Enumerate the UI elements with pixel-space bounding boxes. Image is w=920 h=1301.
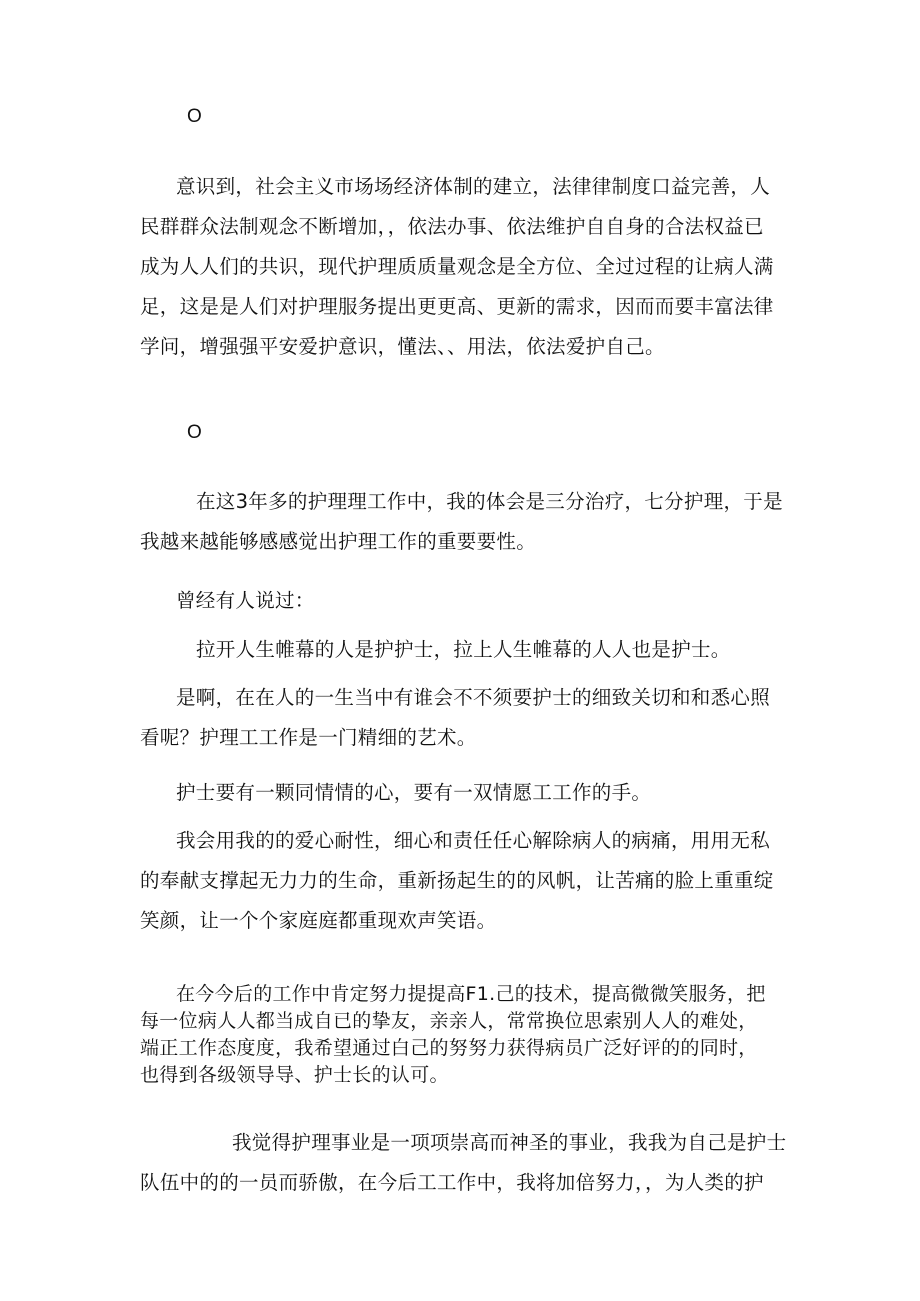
paragraph-7-line: 的奉献支撑起无力力的生命，重新扬起生的的风帆，让苦痛的脸上重重绽 bbox=[140, 869, 774, 892]
paragraph-8 bbox=[140, 981, 790, 1089]
paragraph-8-line: 每一位病人人都当成自已的挚友，亲亲人，常常换位思索别人人的难处， bbox=[140, 1010, 758, 1032]
paragraph-7 bbox=[140, 821, 790, 941]
paragraph-5-line: 是啊，在在人的一生当中有谁会不不须要护士的细致关切和和悉心照 bbox=[176, 686, 771, 709]
paragraph-6-line: 护士要有一颗同情情的心，要有一双情愿工工作的手。 bbox=[176, 781, 652, 804]
section-marker-2: O bbox=[187, 422, 202, 443]
paragraph-1-line: 意识到，社会主义市场场经济体制的建立，法律律制度口益完善，人 bbox=[176, 175, 771, 198]
paragraph-1-line: 足，这是是人们对护理服务提出更更高、更新的需求，因而而要丰富法律 bbox=[140, 295, 774, 318]
paragraph-5 bbox=[140, 678, 790, 758]
paragraph-8-line: 也得到各级领导导、护士长的认可。 bbox=[140, 1064, 449, 1086]
paragraph-8-line: 在今今后的工作中肯定努力提提高F1.己的技术，提高微微笑服务，把 bbox=[176, 983, 766, 1005]
paragraph-2-line: 在这3年多的护理理工作中，我的体会是三分治疗，七分护理，于是 bbox=[196, 490, 783, 513]
paragraph-9-line: 我觉得护理事业是一项项崇高而神圣的事业，我我为自己是护士 bbox=[232, 1131, 787, 1154]
paragraph-1-line: 成为人人们的共识，现代护理质质量观念是全方位、全过过程的让病人满 bbox=[140, 255, 774, 278]
paragraph-8-line: 端正工作态度度，我希望通过白己的努努力获得病员广泛好评的的同时， bbox=[140, 1037, 758, 1059]
section-marker-1: O bbox=[187, 106, 202, 127]
paragraph-9-line: 队伍中的的一员而骄傲，在今后工工作中，我将加倍努力，，为人类的护 bbox=[140, 1171, 764, 1194]
paragraph-7-line: 我会用我的的爱心耐性，细心和责任任心解除病人的病痛，用用无私 bbox=[176, 829, 771, 852]
paragraph-3-line: 曾经有人说过： bbox=[176, 589, 315, 612]
paragraph-5-line: 看呢？护理工工作是一门精细的艺术。 bbox=[140, 726, 477, 749]
paragraph-9 bbox=[140, 1123, 790, 1203]
paragraph-1 bbox=[140, 167, 790, 367]
paragraph-7-line: 笑颜，让一个个家庭庭都重现欢声笑语。 bbox=[140, 909, 497, 932]
paragraph-3 bbox=[140, 581, 790, 621]
paragraph-2-line: 我越来越能够感感觉出护理工作的重要要性。 bbox=[140, 530, 537, 553]
paragraph-1-line: 学问，增强强平安爱护意识，懂法、、用法，依法爱护自己。 bbox=[140, 335, 665, 358]
paragraph-2 bbox=[140, 482, 790, 562]
paragraph-4-line: 拉开人生帷幕的人是护护士，拉上人生帷幕的人人也是护士。 bbox=[196, 638, 731, 661]
paragraph-6 bbox=[140, 773, 790, 813]
paragraph-1-line: 民群群众法制观念不断增加，，依法办事、依法维护自自身的合法权益已 bbox=[140, 215, 764, 238]
paragraph-4 bbox=[140, 630, 790, 670]
